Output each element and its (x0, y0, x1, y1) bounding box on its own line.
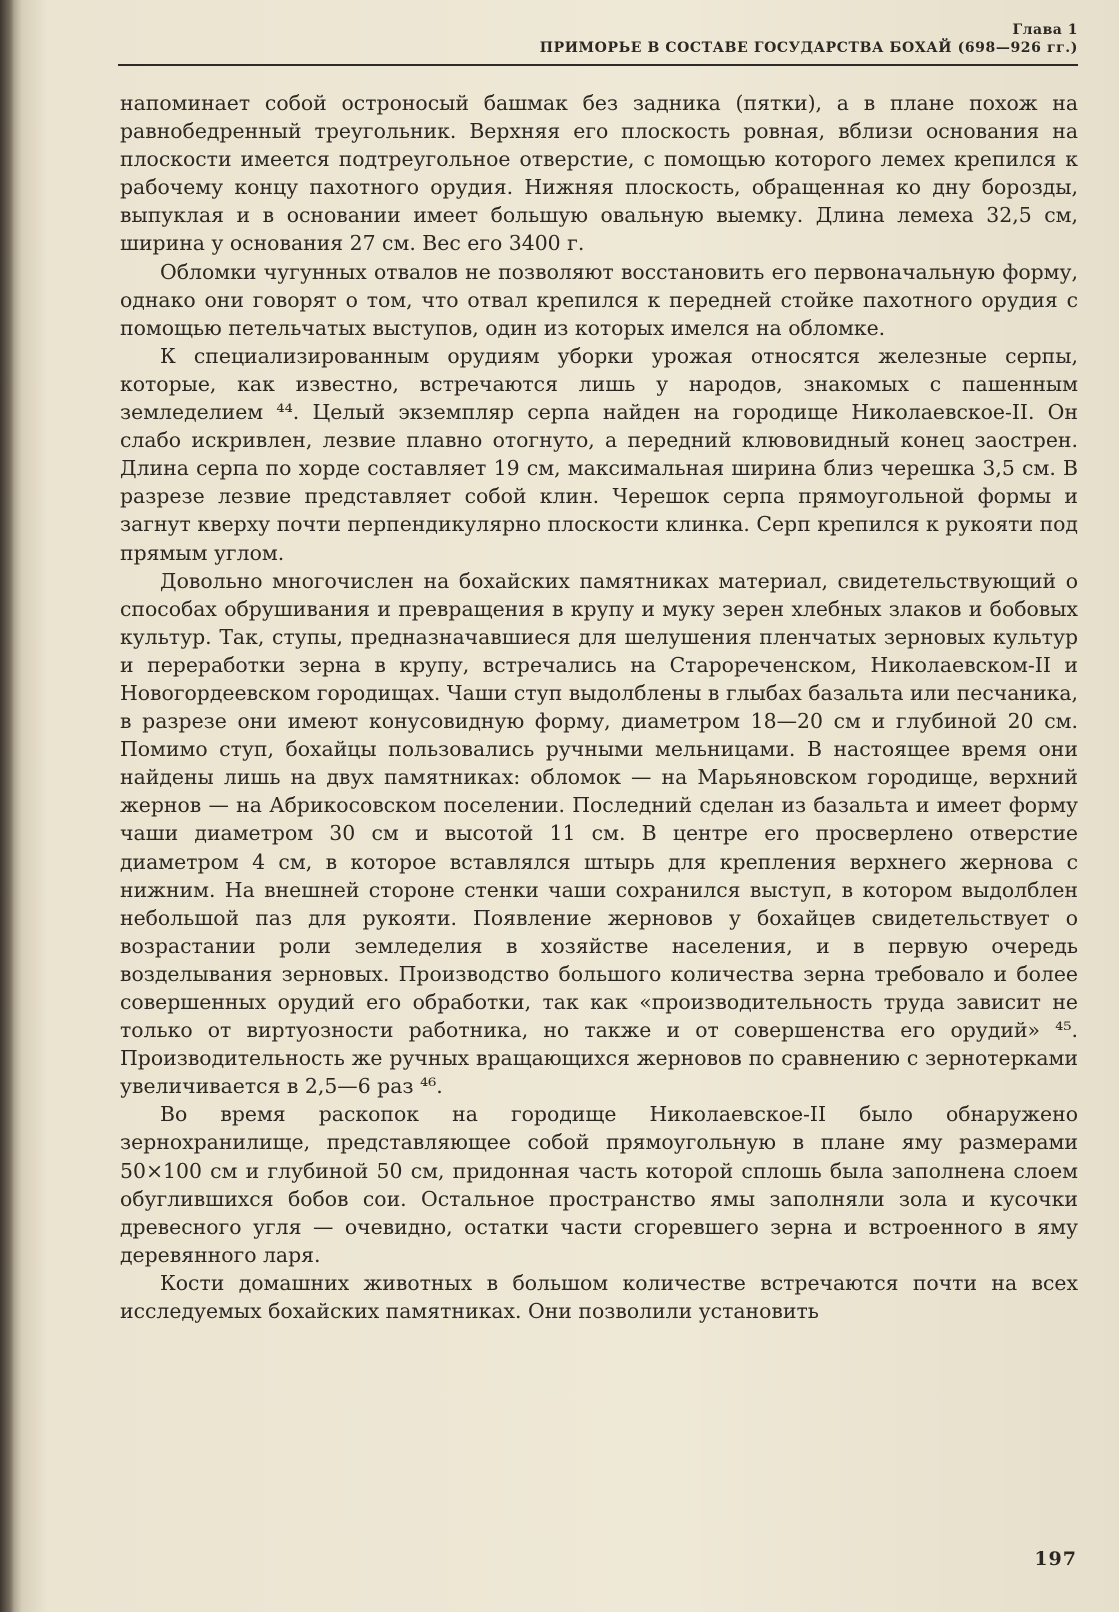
paragraph: Кости домашних животных в большом количестве встречаются почти на всех исследуемых бохайских памятниках. Они позволили установить (120, 1270, 1078, 1324)
page-number: 197 (1034, 1548, 1077, 1570)
running-title: ПРИМОРЬЕ В СОСТАВЕ ГОСУДАРСТВА БОХАЙ (698—926 гг.) (539, 40, 1078, 56)
paragraph-continued: напоминает собой остроносый башмак без задника (пятки), а в плане похож на равнобедренный треугольник. Верхняя его плоскость ровная, вблизи основания на плоскости имеется подтреугольное отверстие, с помощью которого лемех крепился к рабочему концу пахотного орудия. Нижняя плоскость, обращенная ко дну борозды, выпуклая и в основании имеет большую овальную выемку. Длина лемеха 32,5 см, ширина у основания 27 см. Вес его 3400 г. (120, 91, 1078, 256)
header-rule (118, 64, 1078, 66)
paragraph: К специализированным орудиям уборки урожая относятся железные серпы, которые, как известно, встречаются лишь у народов, знакомых с пашенным земледелием ⁴⁴. Целый экземпляр серпа найден на городище Николаевское-II. Он слабо искривлен, лезвие плавно отогнуто, а передний клювовидный конец заострен. Длина серпа по хорде составляет 19 см, максимальная ширина близ черешка 3,5 см. В разрезе лезвие представляет собой клин. Черешок серпа прямоугольной формы и загнут кверху почти перпендикулярно плоскости клинка. Серп крепился к рукояти под прямым углом. (120, 343, 1078, 565)
body-text (120, 89, 1078, 1325)
paragraph: Обломки чугунных отвалов не позволяют восстановить его первоначальную форму, однако они говорят о том, что отвал крепился к передней стойке пахотного орудия с помощью петельчатых выступов, один из которых имелся на обломке. (120, 259, 1078, 340)
paragraph: Во время раскопок на городище Николаевское-II было обнаружено зернохранилище, представляющее собой прямоугольную в плане яму размерами 50×100 см и глубиной 50 см, придонная часть которой сплошь была заполнена слоем обуглившихся бобов сои. Остальное пространство ямы заполняли зола и кусочки древесного угля — очевидно, остатки части сгоревшего зерна и встроенного в яму деревянного ларя. (120, 1102, 1078, 1267)
paragraph: Довольно многочислен на бохайских памятниках материал, свидетельствующий о способах обрушивания и превращения в крупу и муку зерен хлебных злаков и бобовых культур. Так, ступы, предназначавшиеся для шелушения пленчатых зерновых культур и переработки зерна в крупу, встречались на Старореченском, Николаевском-II и Новогордеевском городищах. Чаши ступ выдолблены в глыбах базальта или песчаника, в разрезе они имеют конусовидную форму, диаметром 18—20 см и глубиной 20 см. Помимо ступ, бохайцы пользовались ручными мельницами. В настоящее время они найдены лишь на двух памятниках: обломок — на Марьяновском городище, верхний жернов — на Абрикосовском поселении. Последний сделан из базальта и имеет форму чаши диаметром 30 см и высотой 11 см. В центре его просверлено отверстие диаметром 4 см, в которое вставлялся штырь для крепления верхнего жернова с нижним. На внешней стороне стенки чаши сохранился выступ, в котором выдолблен небольшой паз для рукояти. Появление жерновов у бохайцев свидетельствует о возрастании роли земледелия в хозяйстве населения, и в первую очередь возделывания зерновых. Производство большого количества зерна требовало и более совершенных орудий его обработки, так как «производительность труда зависит не только от виртуозности работника, но также и от совершенства его орудий» ⁴⁵. Производительность же ручных вращающихся жерновов по сравнению с зернотерками увеличивается в 2,5—6 раз ⁴⁶. (120, 568, 1078, 1099)
chapter-label: Глава 1 (1012, 22, 1078, 38)
running-header (118, 20, 1078, 68)
book-spine-shadow (0, 0, 14, 1612)
